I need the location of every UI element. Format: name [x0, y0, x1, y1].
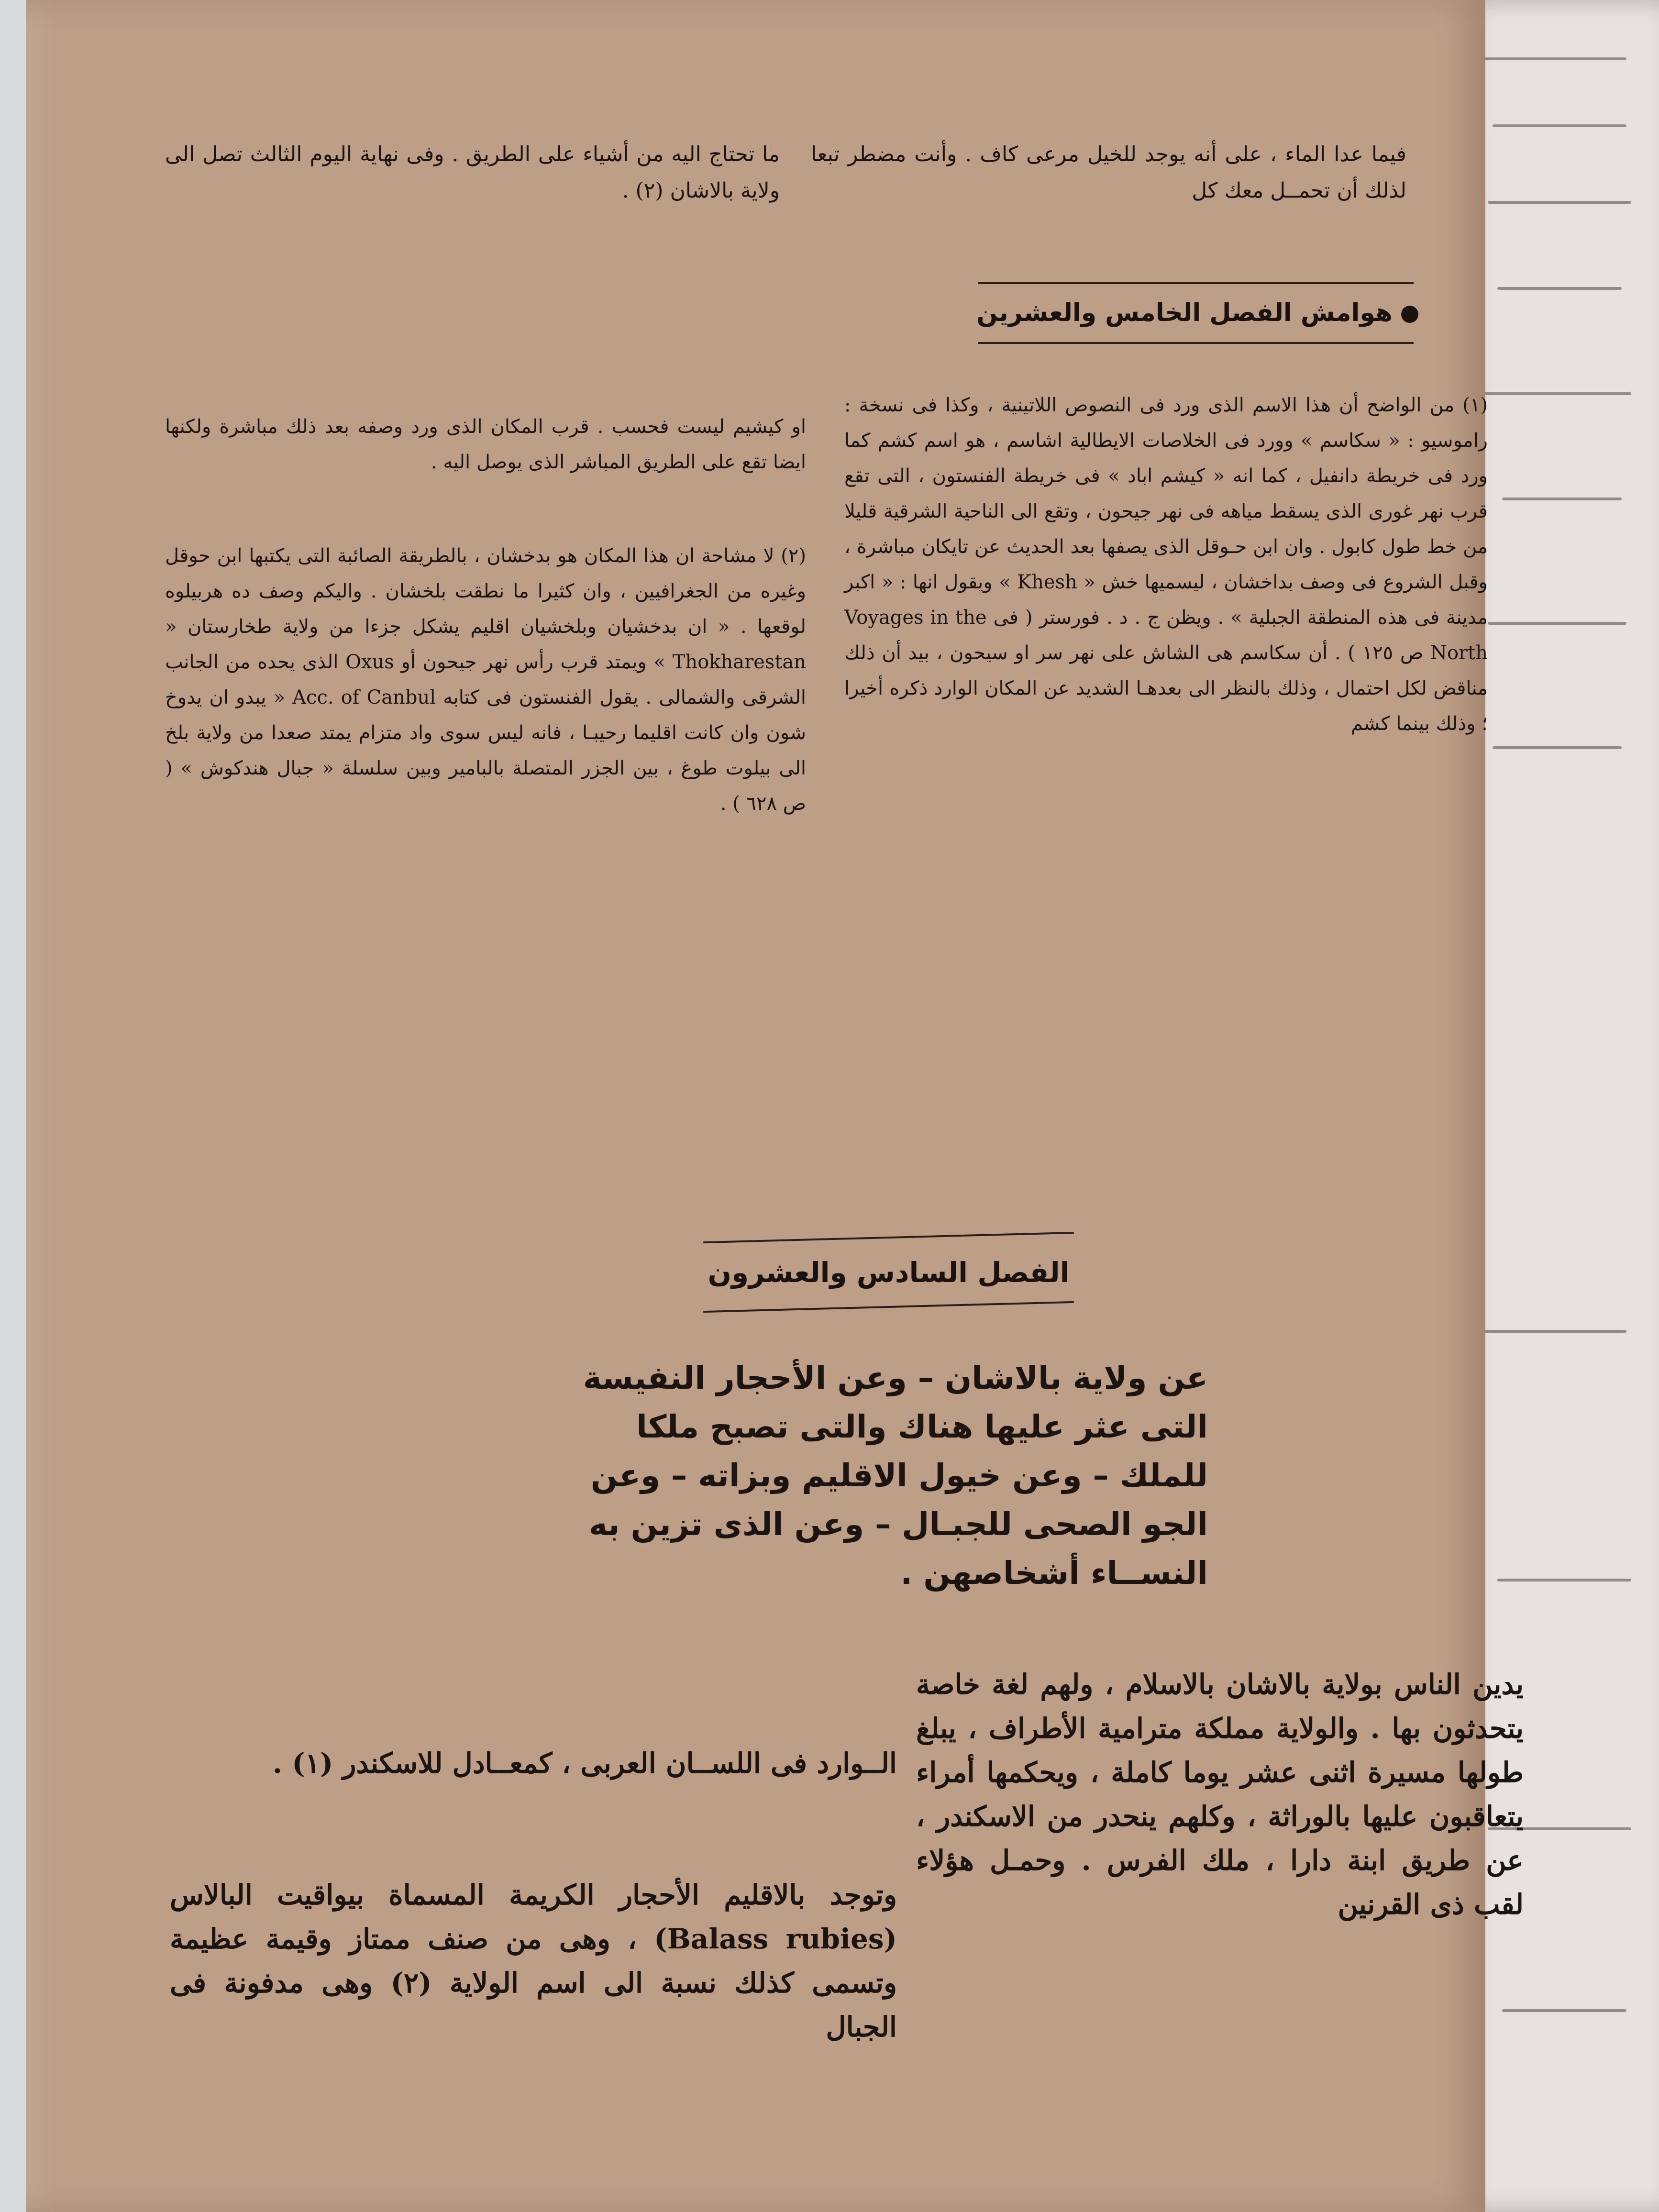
top-continuation-left: ما تحتاج اليه من أشياء على الطريق . وفى نهاية اليوم الثالث تصل الى ولاية بالاشان (٢) .	[165, 142, 780, 203]
chapter-title-rule-top	[703, 1232, 1074, 1243]
body-left-column-bottom: وتوجد بالاقليم الأحجار الكريمة المسماة بيواقيت البالاس (Balass rubies) ، وهى من صنف ممتاز وقيمة عظيمة وتسمى كذلك نسبة الى اسم الولاية (٢) وهى مدفونة فى الجبال	[170, 1879, 897, 2043]
chapter-summary: عن ولاية بالاشان – وعن الأحجار النفيسة التى عثر عليها هناك والتى تصبح ملكا للملك – وعن خيول الاقليم وبزاته – وعن الجو الصحى للجبـال – وعن الذى تزين به النســاء أشخاصهن .	[583, 1360, 1208, 1592]
chapter-title-rule-bottom	[703, 1301, 1074, 1313]
book-page	[26, 0, 1524, 2212]
bullet-icon	[1401, 306, 1418, 323]
notes-heading-rule-bottom	[978, 342, 1414, 344]
body-right-column: يدين الناس بولاية بالاشان بالاسلام ، ولهم لغة خاصة يتحدثون بها . والولاية مملكة مترامية الأطراف ، يبلغ طولها مسيرة اثنى عشر يوما كاملة ، ويحكمها أمراء يتعاقبون عليها بالوراثة ، وكلهم ينحدر من الاسكندر ، عن طريق ابنة دارا ، ملك الفرس . وحمـل هؤلاء لقب ذى القرنين	[916, 1668, 1524, 1921]
background-edge	[0, 0, 29, 2212]
top-continuation-right: فيما عدا الماء ، على أنه يوجد للخيل مرعى كاف . وأنت مضطر تبعا لذلك أن تحمــل معك كل	[811, 142, 1406, 203]
body-left-column-top: الــوارد فى اللســان العربى ، كمعــادل للاسكندر (١) .	[272, 1747, 897, 1780]
footnote-1-continuation: او كيشيم ليست فحسب . قرب المكان الذى ورد وصفه بعد ذلك مباشرة ولكنها ايضا تقع على الطريق المباشر الذى يوصل اليه .	[165, 416, 806, 473]
footnote-2: (٢) لا مشاحة ان هذا المكان هو بدخشان ، بالطريقة الصائبة التى يكتبها ابن حوقل وغيره من الجغرافيين ، وان كثيرا ما نطقت بلخشان . واليكم وصف ده هربيلوه لوقعها . « ان بدخشيان وبلخشيان اقليم يشكل جزءا من ولاية طخارستان « Thokharestan » ويمتد قرب رأس نهر جيحون أو Oxus الذى يحده من الجانب الشرقى والشمالى . يقول الفنستون فى كتابه Acc. of Canbul « يبدو ان يدوخ شون وان كانت اقليما رحيبـا ، فانه ليس سوى واد متزام يمتد صعدا من ولاية بلخ الى بيلوت طوغ ، بين الجزر المتصلة بالبامير وبين سلسلة « جبال هندكوش » ( ص ٦٢٨ ) .	[165, 545, 807, 815]
footnote-1: (١) من الواضح أن هذا الاسم الذى ورد فى النصوص اللاتينية ، وكذا فى نسخة : راموسيو : « سكاسم » وورد فى الخلاصات الايطالية اشاسم ، هو اسم كشم كما ورد فى خريطة دانفيل ، كما انه « كيشم اباد » فى خريطة الفنستون ، التى تقع قرب نهر غورى الذى يسقط مياهه فى نهر جيحون ، وتقع الى الناحية الشرقية قليلا من خط طول كابول . وان ابن حـوقل الذى يصفها بعد الحديث عن تايكان مباشرة ، وقبل الشروع فى وصف بداخشان ، ليسميها خش « Khesh » ويقول انها : « اكبر مدينة فى هذه المنطقة الجبلية » . ويظن ج . د . فورستر ( فى Voyages in the North ص ١٢٥ ) . أن سكاسم هى الشاش على نهر سر او سيحون ، بيد أن ذلك مناقض لكل احتمال ، وذلك بالنظر الى بعدهـا الشديد عن المكان الوارد ذكره أخيرا ؛ وذلك بينما كشم	[844, 394, 1488, 735]
notes-heading: هوامش الفصل الخامس والعشرين	[973, 293, 1418, 333]
notes-heading-rule-top	[978, 282, 1414, 284]
chapter-title: الفصل السادس والعشرون	[708, 1256, 1070, 1289]
